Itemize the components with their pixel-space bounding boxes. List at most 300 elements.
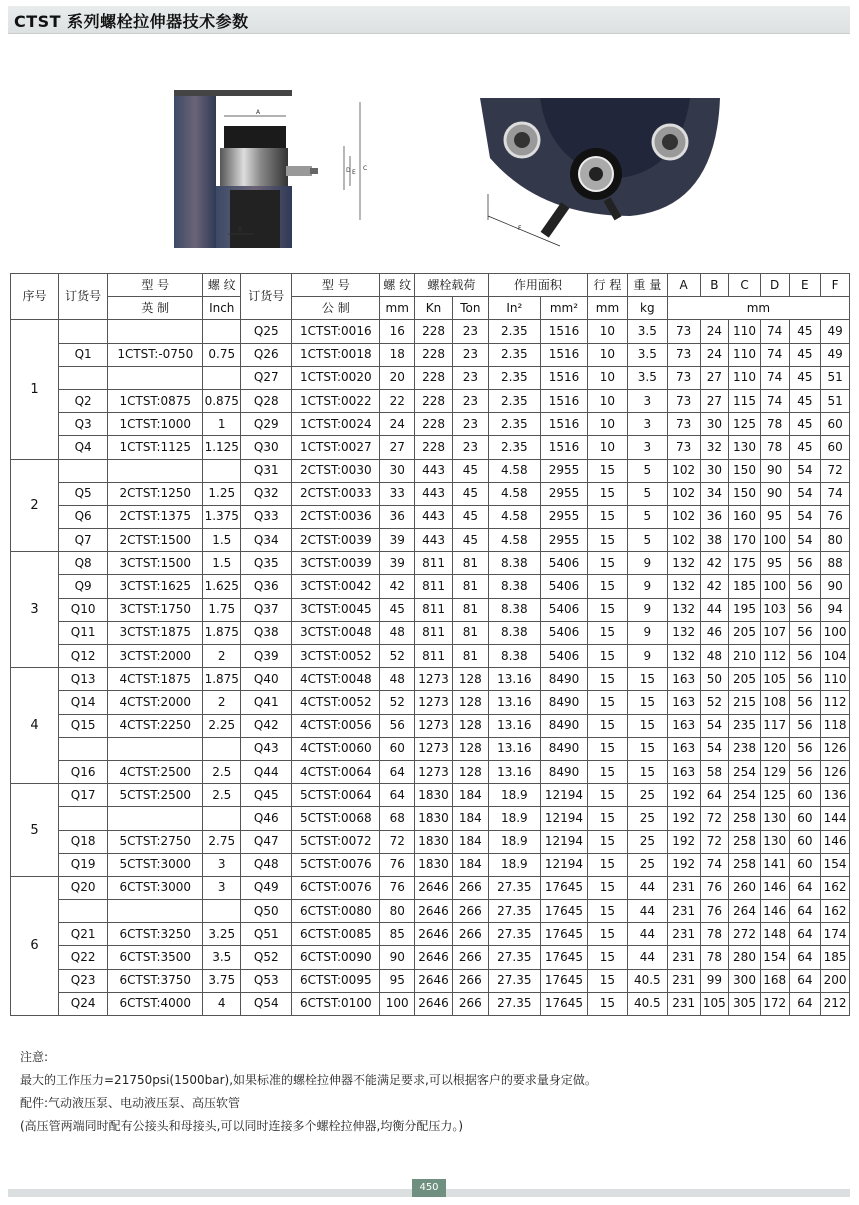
- table-cell: 6CTST:0076: [292, 876, 380, 899]
- table-cell: 163: [667, 691, 700, 714]
- table-cell: 5CTST:2750: [108, 830, 203, 853]
- dim-label-b: B: [238, 226, 243, 233]
- table-cell: 170: [729, 529, 761, 552]
- table-cell: 1.5: [203, 552, 241, 575]
- table-cell: 212: [821, 992, 850, 1015]
- header-thread-inch-sub: Inch: [203, 297, 241, 320]
- table-cell: 172: [760, 992, 789, 1015]
- table-cell: 4CTST:2000: [108, 691, 203, 714]
- table-cell: 73: [667, 413, 700, 436]
- table-cell: 15: [588, 668, 628, 691]
- table-cell: 15: [588, 621, 628, 644]
- table-cell: 49: [821, 343, 850, 366]
- table-cell: 54: [789, 482, 821, 505]
- table-cell: 90: [760, 459, 789, 482]
- table-cell: 15: [627, 760, 667, 783]
- table-cell: [59, 459, 108, 482]
- table-cell: 8490: [540, 691, 587, 714]
- table-cell: 15: [588, 598, 628, 621]
- table-cell: 266: [452, 876, 488, 899]
- table-cell: 258: [729, 807, 761, 830]
- table-cell: 15: [588, 459, 628, 482]
- table-cell: Q45: [241, 784, 292, 807]
- table-cell: 2.35: [488, 343, 540, 366]
- table-cell: 60: [789, 830, 821, 853]
- table-cell: 231: [667, 946, 700, 969]
- table-cell: 2.35: [488, 436, 540, 459]
- table-cell: Q8: [59, 552, 108, 575]
- table-cell: 3CTST:2000: [108, 645, 203, 668]
- tensioner-side-view-figure: [174, 90, 380, 250]
- table-cell: 45: [789, 343, 821, 366]
- table-cell: 5406: [540, 645, 587, 668]
- table-cell: 68: [380, 807, 415, 830]
- table-cell: 27: [380, 436, 415, 459]
- table-cell: 8.38: [488, 645, 540, 668]
- table-cell: 8.38: [488, 552, 540, 575]
- table-cell: 1CTST:-0750: [108, 343, 203, 366]
- table-row: [11, 714, 850, 737]
- table-cell: 2955: [540, 459, 587, 482]
- table-cell: 205: [729, 621, 761, 644]
- table-cell: Q54: [241, 992, 292, 1015]
- table-row: [11, 784, 850, 807]
- table-cell: 45: [789, 366, 821, 389]
- header-model-imperial: 型 号: [108, 274, 203, 297]
- table-cell: 90: [380, 946, 415, 969]
- table-cell: 154: [760, 946, 789, 969]
- table-row: [11, 389, 850, 412]
- table-cell: 15: [588, 946, 628, 969]
- table-cell: 2.35: [488, 366, 540, 389]
- table-cell: 81: [452, 575, 488, 598]
- table-cell: 443: [415, 459, 453, 482]
- table-row: [11, 459, 850, 482]
- table-cell: 228: [415, 366, 453, 389]
- table-cell: 73: [667, 436, 700, 459]
- table-cell: [203, 900, 241, 923]
- table-row: [11, 830, 850, 853]
- header-thread-mm: 螺 纹: [380, 274, 415, 297]
- table-cell: 44: [700, 598, 729, 621]
- table-cell: 15: [588, 853, 628, 876]
- table-cell: 126: [821, 737, 850, 760]
- table-cell: 73: [667, 343, 700, 366]
- header-bolt-load: 螺栓载荷: [415, 274, 489, 297]
- table-cell: Q40: [241, 668, 292, 691]
- header-stroke-unit: mm: [588, 297, 628, 320]
- table-cell: 5CTST:0076: [292, 853, 380, 876]
- header-load-kn: Kn: [415, 297, 453, 320]
- header-area-mm2: mm²: [540, 297, 587, 320]
- table-cell: 52: [700, 691, 729, 714]
- table-cell: 2.35: [488, 389, 540, 412]
- table-cell: 5406: [540, 575, 587, 598]
- dim-label-f: F: [518, 225, 522, 232]
- table-cell: Q28: [241, 389, 292, 412]
- table-cell: Q5: [59, 482, 108, 505]
- table-cell: 81: [452, 598, 488, 621]
- table-cell: 74: [821, 482, 850, 505]
- table-cell: 15: [627, 714, 667, 737]
- table-cell: 40.5: [627, 992, 667, 1015]
- table-cell: Q36: [241, 575, 292, 598]
- table-cell: 15: [588, 529, 628, 552]
- table-cell: 10: [588, 413, 628, 436]
- table-cell: 231: [667, 923, 700, 946]
- table-row: [11, 668, 850, 691]
- table-cell: 1516: [540, 389, 587, 412]
- table-cell: 118: [821, 714, 850, 737]
- table-cell: 9: [627, 645, 667, 668]
- table-cell: 1CTST:1125: [108, 436, 203, 459]
- table-cell: 3: [627, 389, 667, 412]
- table-cell: 34: [700, 482, 729, 505]
- table-cell: 12194: [540, 807, 587, 830]
- table-cell: 45: [789, 389, 821, 412]
- table-cell: 6CTST:3250: [108, 923, 203, 946]
- table-cell: 46: [700, 621, 729, 644]
- table-cell: 1: [203, 413, 241, 436]
- table-cell: 2CTST:0039: [292, 529, 380, 552]
- table-cell: 1516: [540, 436, 587, 459]
- table-cell: 18.9: [488, 853, 540, 876]
- header-model-metric: 型 号: [292, 274, 380, 297]
- table-cell: 163: [667, 760, 700, 783]
- table-cell: 300: [729, 969, 761, 992]
- table-cell: 45: [452, 459, 488, 482]
- table-cell: Q24: [59, 992, 108, 1015]
- table-cell: 18.9: [488, 784, 540, 807]
- table-cell: 60: [821, 413, 850, 436]
- table-cell: Q18: [59, 830, 108, 853]
- table-cell: 64: [380, 784, 415, 807]
- table-cell: 2CTST:0030: [292, 459, 380, 482]
- table-cell: 23: [452, 320, 488, 343]
- table-cell: 44: [627, 946, 667, 969]
- table-cell: 811: [415, 552, 453, 575]
- table-cell: Q31: [241, 459, 292, 482]
- table-cell: 128: [452, 668, 488, 691]
- table-cell: Q35: [241, 552, 292, 575]
- table-cell: 15: [588, 505, 628, 528]
- table-cell: 305: [729, 992, 761, 1015]
- table-cell: 72: [380, 830, 415, 853]
- table-cell: 1.375: [203, 505, 241, 528]
- table-cell: 0.875: [203, 389, 241, 412]
- table-cell: 42: [700, 575, 729, 598]
- table-cell: 30: [700, 413, 729, 436]
- table-cell: 264: [729, 900, 761, 923]
- table-cell: 54: [789, 529, 821, 552]
- table-cell: 15: [588, 575, 628, 598]
- table-cell: 15: [588, 482, 628, 505]
- table-row: [11, 760, 850, 783]
- table-cell: 3CTST:1625: [108, 575, 203, 598]
- table-cell: 105: [760, 668, 789, 691]
- table-cell: 141: [760, 853, 789, 876]
- table-cell: 1.5: [203, 529, 241, 552]
- table-cell: 1830: [415, 784, 453, 807]
- table-cell: Q34: [241, 529, 292, 552]
- table-cell: 8.38: [488, 621, 540, 644]
- header-dim-e: E: [789, 274, 821, 297]
- table-cell: 130: [760, 830, 789, 853]
- table-cell: 39: [380, 552, 415, 575]
- table-cell: 48: [700, 645, 729, 668]
- table-cell: 76: [821, 505, 850, 528]
- table-cell: 52: [380, 645, 415, 668]
- table-cell: 2CTST:0033: [292, 482, 380, 505]
- table-cell: Q11: [59, 621, 108, 644]
- table-cell: 266: [452, 923, 488, 946]
- table-cell: 228: [415, 343, 453, 366]
- table-cell: 27.35: [488, 992, 540, 1015]
- table-cell: 60: [821, 436, 850, 459]
- table-cell: 30: [380, 459, 415, 482]
- table-cell: 20: [380, 366, 415, 389]
- table-cell: 13.16: [488, 668, 540, 691]
- table-cell: 4CTST:0064: [292, 760, 380, 783]
- table-cell: 1.625: [203, 575, 241, 598]
- table-cell: Q1: [59, 343, 108, 366]
- header-dim-f: F: [821, 274, 850, 297]
- table-cell: 146: [760, 900, 789, 923]
- table-cell: 15: [588, 645, 628, 668]
- table-cell: 27: [700, 366, 729, 389]
- table-cell: 27.35: [488, 923, 540, 946]
- table-cell: 231: [667, 969, 700, 992]
- table-cell: 2.75: [203, 830, 241, 853]
- table-cell: 104: [821, 645, 850, 668]
- table-cell: 130: [760, 807, 789, 830]
- table-row: [11, 598, 850, 621]
- table-cell: 231: [667, 992, 700, 1015]
- table-cell: 1CTST:0024: [292, 413, 380, 436]
- table-cell: [203, 737, 241, 760]
- table-cell: 50: [700, 668, 729, 691]
- page-title: CTST 系列螺栓拉伸器技术参数: [14, 12, 249, 31]
- table-cell: 6CTST:0100: [292, 992, 380, 1015]
- table-cell: Q37: [241, 598, 292, 621]
- table-cell: 6CTST:3500: [108, 946, 203, 969]
- table-cell: 76: [700, 876, 729, 899]
- table-cell: 228: [415, 436, 453, 459]
- table-cell: 272: [729, 923, 761, 946]
- table-cell: 44: [627, 900, 667, 923]
- table-cell: 5CTST:3000: [108, 853, 203, 876]
- notes-section: [20, 1046, 597, 1138]
- table-cell: Q3: [59, 413, 108, 436]
- table-cell: 15: [588, 923, 628, 946]
- table-row: [11, 413, 850, 436]
- table-cell: [108, 320, 203, 343]
- table-row: [11, 969, 850, 992]
- table-row: [11, 807, 850, 830]
- header-order-no-left: 订货号: [59, 274, 108, 320]
- table-cell: 74: [760, 343, 789, 366]
- table-cell: 184: [452, 807, 488, 830]
- header-weight: 重 量: [627, 274, 667, 297]
- table-cell: [108, 900, 203, 923]
- table-cell: 3CTST:0045: [292, 598, 380, 621]
- table-cell: 15: [588, 900, 628, 923]
- dim-label-c: C: [363, 165, 368, 172]
- table-cell: 4.58: [488, 505, 540, 528]
- table-cell: 15: [627, 668, 667, 691]
- table-cell: 100: [760, 529, 789, 552]
- table-cell: 13.16: [488, 760, 540, 783]
- table-cell: 132: [667, 598, 700, 621]
- table-cell: 95: [760, 505, 789, 528]
- table-cell: 443: [415, 529, 453, 552]
- table-cell: 56: [789, 691, 821, 714]
- table-cell: 18: [380, 343, 415, 366]
- table-cell: 3: [203, 876, 241, 899]
- table-cell: 45: [789, 413, 821, 436]
- table-cell: Q13: [59, 668, 108, 691]
- table-cell: 80: [821, 529, 850, 552]
- table-cell: 76: [700, 900, 729, 923]
- table-row: [11, 923, 850, 946]
- table-cell: 56: [789, 621, 821, 644]
- table-cell: Q41: [241, 691, 292, 714]
- table-cell: 2646: [415, 946, 453, 969]
- table-cell: 6CTST:3000: [108, 876, 203, 899]
- table-cell: 76: [380, 853, 415, 876]
- table-cell: Q48: [241, 853, 292, 876]
- table-cell: [59, 366, 108, 389]
- table-cell: Q12: [59, 645, 108, 668]
- table-row: [11, 946, 850, 969]
- table-cell: 48: [380, 621, 415, 644]
- table-cell: 2CTST:1375: [108, 505, 203, 528]
- table-cell: 81: [452, 552, 488, 575]
- header-order-no-right: 订货号: [241, 274, 292, 320]
- table-cell: 25: [627, 830, 667, 853]
- table-cell: 8.38: [488, 575, 540, 598]
- table-cell: 8490: [540, 737, 587, 760]
- table-cell: 200: [821, 969, 850, 992]
- table-cell: Q27: [241, 366, 292, 389]
- table-cell: 100: [821, 621, 850, 644]
- table-cell: 17645: [540, 900, 587, 923]
- table-cell: Q52: [241, 946, 292, 969]
- table-cell: 443: [415, 482, 453, 505]
- table-cell: 15: [588, 807, 628, 830]
- table-cell: 102: [667, 529, 700, 552]
- table-row: [11, 992, 850, 1015]
- table-cell: 27.35: [488, 876, 540, 899]
- table-cell: [203, 807, 241, 830]
- table-cell: 266: [452, 900, 488, 923]
- table-cell: 12194: [540, 830, 587, 853]
- table-cell: 54: [700, 714, 729, 737]
- table-cell: 130: [729, 436, 761, 459]
- table-cell: 2646: [415, 969, 453, 992]
- table-cell: 2955: [540, 505, 587, 528]
- table-cell: 6CTST:0085: [292, 923, 380, 946]
- table-cell: 184: [452, 830, 488, 853]
- table-cell: Q17: [59, 784, 108, 807]
- table-cell: 1273: [415, 760, 453, 783]
- table-cell: 184: [452, 853, 488, 876]
- table-cell: 9: [627, 621, 667, 644]
- table-cell: 44: [627, 876, 667, 899]
- table-cell: 168: [760, 969, 789, 992]
- table-cell: 154: [821, 853, 850, 876]
- table-cell: 2CTST:1250: [108, 482, 203, 505]
- table-cell: 56: [789, 737, 821, 760]
- table-cell: 58: [700, 760, 729, 783]
- table-cell: 85: [380, 923, 415, 946]
- table-cell: 10: [588, 389, 628, 412]
- header-seq: 序号: [11, 274, 59, 320]
- table-cell: 76: [380, 876, 415, 899]
- table-cell: 2: [203, 691, 241, 714]
- table-cell: 1CTST:1000: [108, 413, 203, 436]
- table-cell: 15: [588, 876, 628, 899]
- table-cell: Q6: [59, 505, 108, 528]
- table-cell: 78: [760, 436, 789, 459]
- table-cell: 2646: [415, 992, 453, 1015]
- table-cell: 42: [380, 575, 415, 598]
- table-cell: 129: [760, 760, 789, 783]
- table-cell: Q33: [241, 505, 292, 528]
- table-cell: 10: [588, 343, 628, 366]
- table-cell: Q9: [59, 575, 108, 598]
- table-cell: 74: [760, 389, 789, 412]
- table-cell: 95: [380, 969, 415, 992]
- table-cell: [203, 366, 241, 389]
- table-cell: Q38: [241, 621, 292, 644]
- header-stroke: 行 程: [588, 274, 628, 297]
- table-cell: 44: [627, 923, 667, 946]
- table-cell: Q26: [241, 343, 292, 366]
- table-cell: 4: [203, 992, 241, 1015]
- table-cell: 2.5: [203, 784, 241, 807]
- table-cell: 64: [789, 923, 821, 946]
- table-cell: 128: [452, 760, 488, 783]
- table-cell: [59, 320, 108, 343]
- table-cell: 443: [415, 505, 453, 528]
- table-cell: 3CTST:0052: [292, 645, 380, 668]
- table-cell: 110: [729, 366, 761, 389]
- table-cell: 1CTST:0020: [292, 366, 380, 389]
- table-cell: 2646: [415, 923, 453, 946]
- table-cell: 3CTST:0048: [292, 621, 380, 644]
- table-row: [11, 575, 850, 598]
- table-cell: 64: [700, 784, 729, 807]
- table-cell: 56: [789, 575, 821, 598]
- table-cell: [59, 900, 108, 923]
- table-cell: 2955: [540, 482, 587, 505]
- table-cell: 1.875: [203, 621, 241, 644]
- table-cell: 1273: [415, 668, 453, 691]
- table-cell: 112: [821, 691, 850, 714]
- table-cell: 1830: [415, 830, 453, 853]
- table-cell: 13.16: [488, 691, 540, 714]
- table-cell: 136: [821, 784, 850, 807]
- table-cell: 23: [452, 436, 488, 459]
- header-dim-b: B: [700, 274, 729, 297]
- table-cell: 8490: [540, 668, 587, 691]
- table-row: [11, 343, 850, 366]
- header-model-metric-sub: 公 制: [292, 297, 380, 320]
- table-cell: 5CTST:0072: [292, 830, 380, 853]
- dim-label-e: E: [352, 169, 356, 176]
- table-cell: 108: [760, 691, 789, 714]
